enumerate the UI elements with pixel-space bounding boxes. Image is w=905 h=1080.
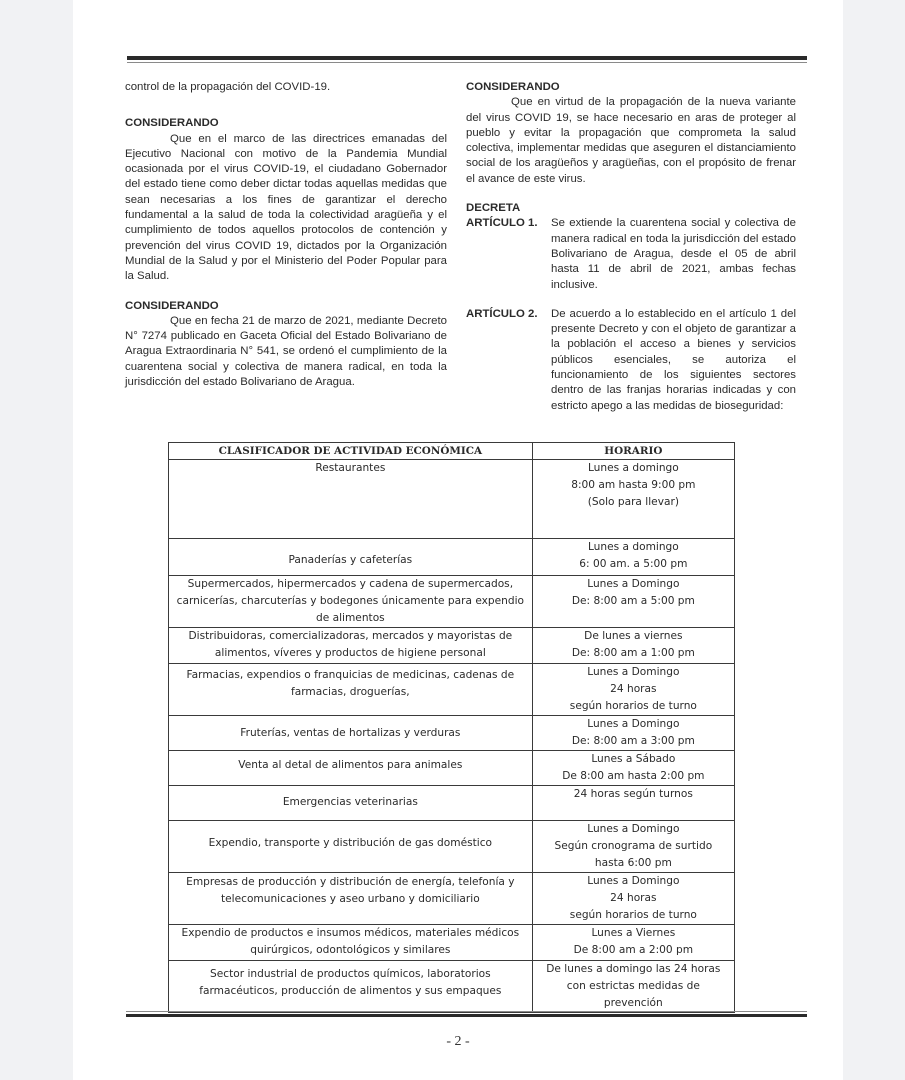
- schedule-line: Lunes a domingo: [587, 541, 679, 553]
- table-body: [169, 460, 735, 1013]
- table-row: [169, 664, 735, 716]
- considerando-heading-1: CONSIDERANDO: [125, 117, 219, 130]
- article-2-label: ARTÍCULO 2.: [466, 307, 538, 320]
- left-column: [125, 80, 447, 390]
- schedule-cell: [532, 751, 734, 786]
- activity-cell: Fruterías, ventas de hortalizas y verduras: [169, 716, 533, 751]
- schedule-line: De 8:00 am hasta 2:00 pm: [562, 770, 705, 782]
- activity-cell: Empresas de producción y distribución de energía, telefonía y telecomunicaciones y aseo urbano y domiciliario: [169, 873, 533, 925]
- schedule-cell: [532, 664, 734, 716]
- table-header-row: [169, 443, 735, 460]
- schedule-cell: [532, 821, 734, 873]
- table-row: [169, 716, 735, 751]
- schedule-line: 24 horas según turnos: [573, 788, 693, 800]
- schedule-line: Según cronograma de surtido: [554, 840, 713, 852]
- footer-rule: [126, 1011, 807, 1019]
- schedule-cell: [532, 961, 734, 1013]
- schedule-line: Lunes a domingo: [587, 462, 679, 474]
- schedule-cell: [532, 873, 734, 925]
- schedule-line: Lunes a Domingo: [587, 875, 680, 887]
- schedule-line: Lunes a Viernes: [591, 927, 676, 939]
- table-row: [169, 925, 735, 961]
- schedule-line: 24 horas: [610, 892, 657, 904]
- table-row: [169, 751, 735, 786]
- article-1: [466, 216, 796, 292]
- header-activity: CLASIFICADOR DE ACTIVIDAD ECONÓMICA: [169, 443, 533, 460]
- schedule-line: De: 8:00 am a 3:00 pm: [571, 735, 695, 747]
- schedule-line: 24 horas: [610, 683, 657, 695]
- schedule-cell: [532, 539, 734, 576]
- header-rule-thick: [127, 56, 807, 60]
- table-row: [169, 873, 735, 925]
- activity-cell: Panaderías y cafeterías: [169, 539, 533, 576]
- article-1-label: ARTÍCULO 1.: [466, 217, 538, 230]
- schedule-cell: [532, 460, 734, 539]
- article-2: [466, 307, 796, 414]
- footer-rule-thick: [126, 1014, 807, 1017]
- schedule-line: Lunes a Domingo: [587, 718, 680, 730]
- table-row: [169, 460, 735, 539]
- schedule-line: Lunes a Domingo: [587, 666, 680, 678]
- considerando-heading-3: CONSIDERANDO: [466, 81, 560, 93]
- schedule-cell: [532, 576, 734, 628]
- schedule-line: De lunes a viernes: [584, 630, 683, 642]
- considerando-text-2: Que en fecha 21 de marzo de 2021, mediante Decreto N° 7274 publicado en Gaceta Oficial del Estado Bolivariano de Aragua Extraordinaria N° 541, se ordenó el cumplimiento de la cuarentena social y colectiva de manera radical, en toda la jurisdicción del estado Bolivariano de Aragua.: [125, 314, 447, 389]
- considerando-text-1: Que en el marco de las directrices emanadas del Ejecutivo Nacional con motivo de la Pandemia Mundial ocasionada por el virus COVID-19, el ciudadano Gobernador del estado tiene como deber dictar todas aquellas medidas que sean necesarias a los fines de garantizar el derecho fundamental a la salud de toda la colectividad aragüeña y el cumplimiento de todos aquellos protocolos de contención y prevención del virus COVID 19, dictados por la Organización Mundial de la Salud y por el Ministerio del Poder Popular para la Salud.: [125, 132, 447, 283]
- document-page: [73, 0, 843, 1080]
- schedule-table: [168, 442, 735, 1013]
- table-row: [169, 821, 735, 873]
- article-2-text: De acuerdo a lo establecido en el artículo 1 del presente Decreto y con el objeto de garantizar a la población el acceso a bienes y servicios públicos esenciales, se autoriza el funcionamiento de los siguientes sectores dentro de las franjas horarias indicadas y con estricto apego a las medidas de bioseguridad:: [551, 307, 796, 412]
- header-rule: [127, 56, 807, 64]
- activity-cell: Sector industrial de productos químicos, laboratorios farmacéuticos, producción de alimentos y sus empaques: [169, 961, 533, 1013]
- article-1-text: Se extiende la cuarentena social y colectiva de manera radical en toda la jurisdicción del estado Bolivariano de Aragua, desde el 05 de abril hasta 11 de abril de 2021, ambas fechas inclusive.: [551, 217, 796, 291]
- activity-cell: Distribuidoras, comercializadoras, mercados y mayoristas de alimentos, víveres y productos de higiene personal: [169, 628, 533, 664]
- right-column: [466, 80, 796, 414]
- page-number: - 2 -: [446, 1034, 470, 1049]
- schedule-line: 8:00 am hasta 9:00 pm: [571, 479, 696, 491]
- schedule-line: Lunes a Domingo: [587, 823, 680, 835]
- table-row: [169, 786, 735, 821]
- schedule-line: De lunes a domingo las 24 horas: [546, 963, 721, 975]
- schedule-line: 6: 00 am. a 5:00 pm: [579, 558, 688, 570]
- schedule-line: según horarios de turno: [569, 909, 697, 921]
- decreta-heading: DECRETA: [466, 202, 521, 215]
- schedule-table-container: [168, 442, 735, 1013]
- schedule-line: con estrictas medidas de: [566, 980, 700, 992]
- schedule-line: según horarios de turno: [569, 700, 697, 712]
- header-schedule: HORARIO: [532, 443, 734, 460]
- schedule-line: De: 8:00 am a 1:00 pm: [571, 647, 695, 659]
- schedule-line: prevención: [603, 997, 663, 1009]
- continuation-text: control de la propagación del COVID-19.: [125, 81, 331, 93]
- header-rule-thin: [127, 62, 807, 63]
- schedule-line: Lunes a Domingo: [587, 578, 680, 590]
- activity-cell: Supermercados, hipermercados y cadena de supermercados, carnicerías, charcuterías y bodegones únicamente para expendio de alimentos: [169, 576, 533, 628]
- activity-cell: Restaurantes: [169, 460, 533, 539]
- activity-cell: Expendio, transporte y distribución de gas doméstico: [169, 821, 533, 873]
- schedule-line: Lunes a Sábado: [591, 753, 676, 765]
- schedule-line: De: 8:00 am a 5:00 pm: [571, 595, 695, 607]
- activity-cell: Farmacias, expendios o franquicias de medicinas, cadenas de farmacias, droguerías,: [169, 664, 533, 716]
- considerando-heading-2: CONSIDERANDO: [125, 299, 219, 312]
- schedule-cell: [532, 786, 734, 821]
- table-row: [169, 576, 735, 628]
- schedule-cell: [532, 925, 734, 961]
- schedule-line: De 8:00 am a 2:00 pm: [573, 944, 694, 956]
- activity-cell: Emergencias veterinarias: [169, 786, 533, 821]
- activity-cell: Expendio de productos e insumos médicos, materiales médicos quirúrgicos, odontológicos y similares: [169, 925, 533, 961]
- table-row: [169, 628, 735, 664]
- schedule-cell: [532, 716, 734, 751]
- schedule-line: hasta 6:00 pm: [594, 857, 672, 869]
- activity-cell: Venta al detal de alimentos para animales: [169, 751, 533, 786]
- table-row: [169, 961, 735, 1013]
- considerando-text-3: Que en virtud de la propagación de la nueva variante del virus COVID 19, se hace necesario en aras de proteger al pueblo y evitar la propagación que comprometa la salud colectiva, implementar medidas que aseguren el distanciamiento social de los aragüeños y aragüeñas, con el propósito de frenar el avance de este virus.: [466, 96, 796, 185]
- footer-rule-thin: [126, 1011, 807, 1012]
- schedule-line: (Solo para llevar): [587, 496, 679, 508]
- schedule-cell: [532, 628, 734, 664]
- table-row: [169, 539, 735, 576]
